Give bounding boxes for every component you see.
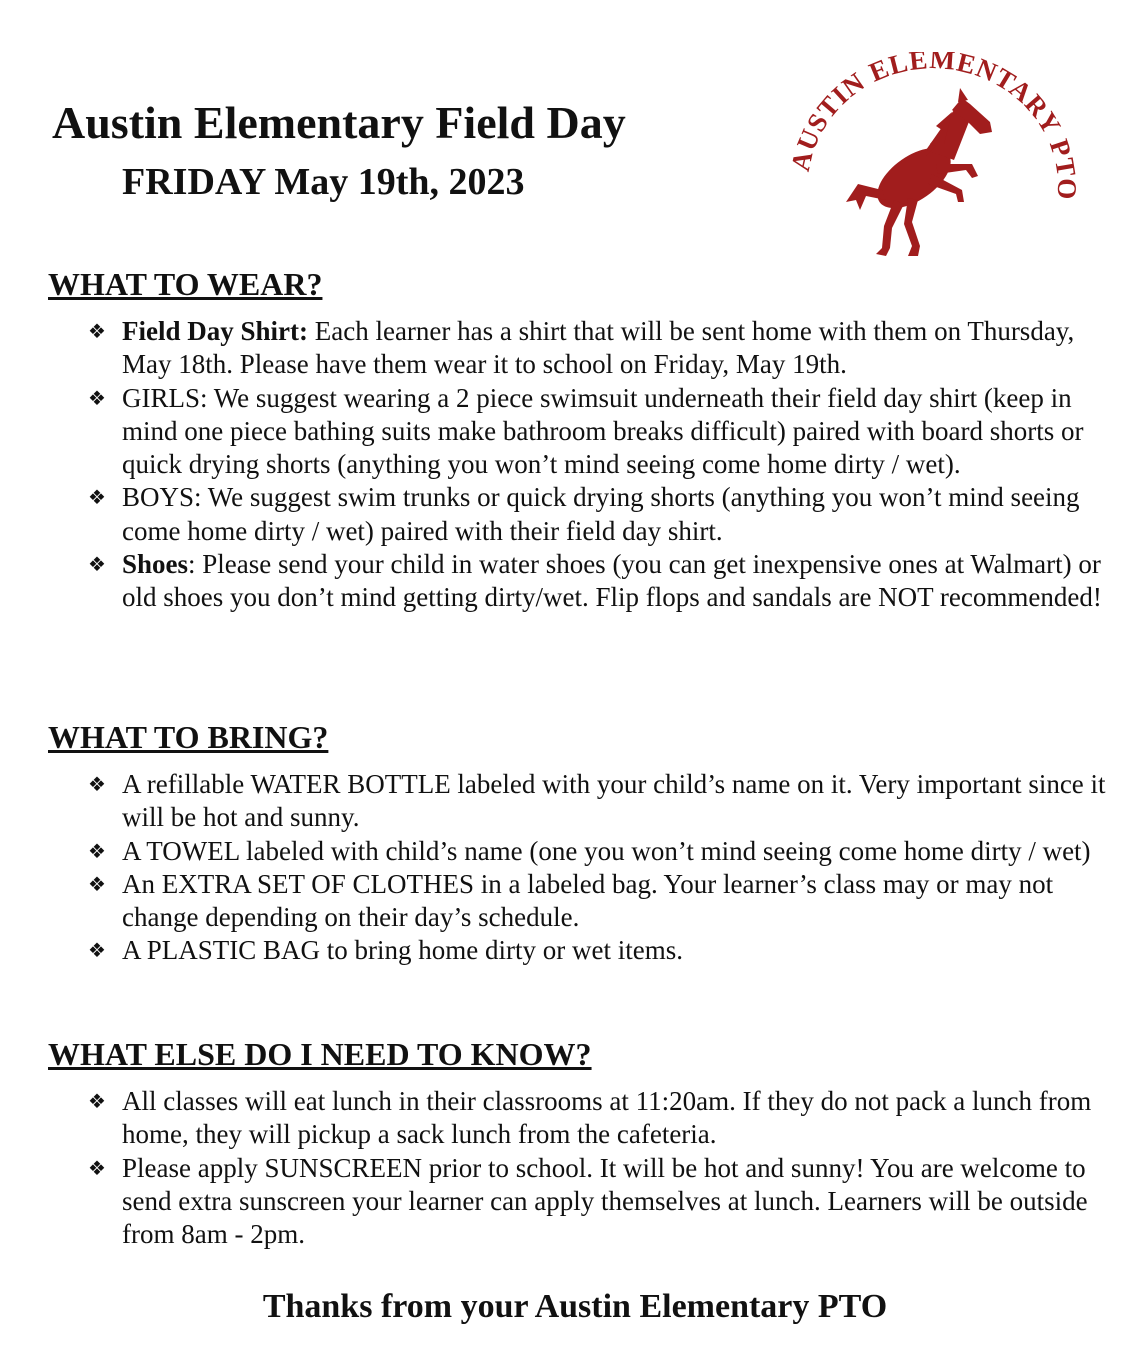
list-item (88, 548, 1108, 615)
diamond-bullet-icon: ❖ (88, 385, 106, 410)
diamond-bullet-icon: ❖ (88, 772, 106, 796)
list-item (88, 835, 1108, 868)
item-text: BOYS: We suggest swim trunks or quick drying shorts (anything you won’t mind seeing come home dirty / wet) paired with their field day shirt. (122, 482, 1080, 546)
item-text: Please apply SUNSCREEN prior to school. It will be hot and sunny! You are welcome to send extra sunscreen your learner can apply themselves at lunch. Learners will be outside from 8am - 2pm. (122, 1152, 1088, 1250)
section-heading: WHAT TO WEAR? (48, 266, 323, 302)
horse-icon (846, 88, 992, 256)
item-lead: Shoes (122, 549, 189, 580)
list-item (88, 382, 1108, 482)
item-text: A PLASTIC BAG to bring home dirty or wet items. (122, 935, 683, 966)
item-list (48, 768, 1108, 968)
list-item (88, 481, 1108, 548)
diamond-bullet-icon: ❖ (88, 1089, 106, 1113)
item-text: : Please send your child in water shoes (you can get inexpensive ones at Walmart) or old shoes you don’t mind getting dirty/wet. Flip flops and sandals are NOT recommended! (122, 549, 1102, 613)
page-title: Austin Elementary Field Day (52, 97, 626, 148)
diamond-bullet-icon: ❖ (88, 938, 106, 963)
list-item (88, 315, 1108, 382)
item-lead: Field Day Shirt: (122, 316, 308, 346)
section-heading: WHAT ELSE DO I NEED TO KNOW? (48, 1036, 592, 1072)
logo-text: AUSTIN ELEMENTARY P (786, 52, 1076, 174)
item-list (48, 1085, 1108, 1251)
diamond-bullet-icon: ❖ (88, 485, 106, 510)
section-what-else (48, 1036, 1108, 1251)
diamond-bullet-icon: ❖ (88, 319, 106, 343)
item-text: All classes will eat lunch in their classrooms at 11:20am. If they do not pack a lunch from home, they will pickup a sack lunch from the cafeteria. (122, 1086, 1092, 1150)
list-item (88, 1085, 1108, 1152)
section-what-to-bring (48, 719, 1108, 968)
list-item (88, 868, 1108, 935)
list-item (88, 934, 1108, 967)
item-text: An EXTRA SET OF CLOTHES in a labeled bag. Your learner’s class may or may not change depending on their day’s schedule. (122, 868, 1054, 933)
event-date: FRIDAY May 19th, 2023 (122, 161, 525, 203)
item-text: Each learner has a shirt that will be sent home with them on Thursday, May 18th. Please have them wear it to school on Friday, May 19th. (122, 316, 1075, 380)
list-item (88, 1152, 1108, 1252)
section-heading: WHAT TO BRING? (48, 719, 329, 755)
diamond-bullet-icon: ❖ (88, 1155, 106, 1180)
pto-logo (786, 52, 1076, 264)
item-text: GIRLS: We suggest wearing a 2 piece swimsuit underneath their field day shirt (keep in mind one piece bathing suits make bathroom breaks difficult) paired with board shorts or quick drying shorts (anything you won’t mind seeing come home dirty / wet). (122, 382, 1084, 480)
diamond-bullet-icon: ❖ (88, 838, 106, 863)
item-text: A refillable WATER BOTTLE labeled with your child’s name on it. Very important since it will be hot and sunny. (122, 769, 1106, 833)
section-what-to-wear (48, 266, 1108, 615)
diamond-bullet-icon: ❖ (88, 871, 106, 896)
footer-thanks: Thanks from your Austin Elementary PTO (262, 1288, 888, 1325)
item-list (48, 315, 1108, 615)
item-text: A TOWEL labeled with child’s name (one you won’t mind seeing come home dirty / wet) (122, 835, 1091, 866)
list-item (88, 768, 1108, 835)
diamond-bullet-icon: ❖ (88, 552, 106, 577)
